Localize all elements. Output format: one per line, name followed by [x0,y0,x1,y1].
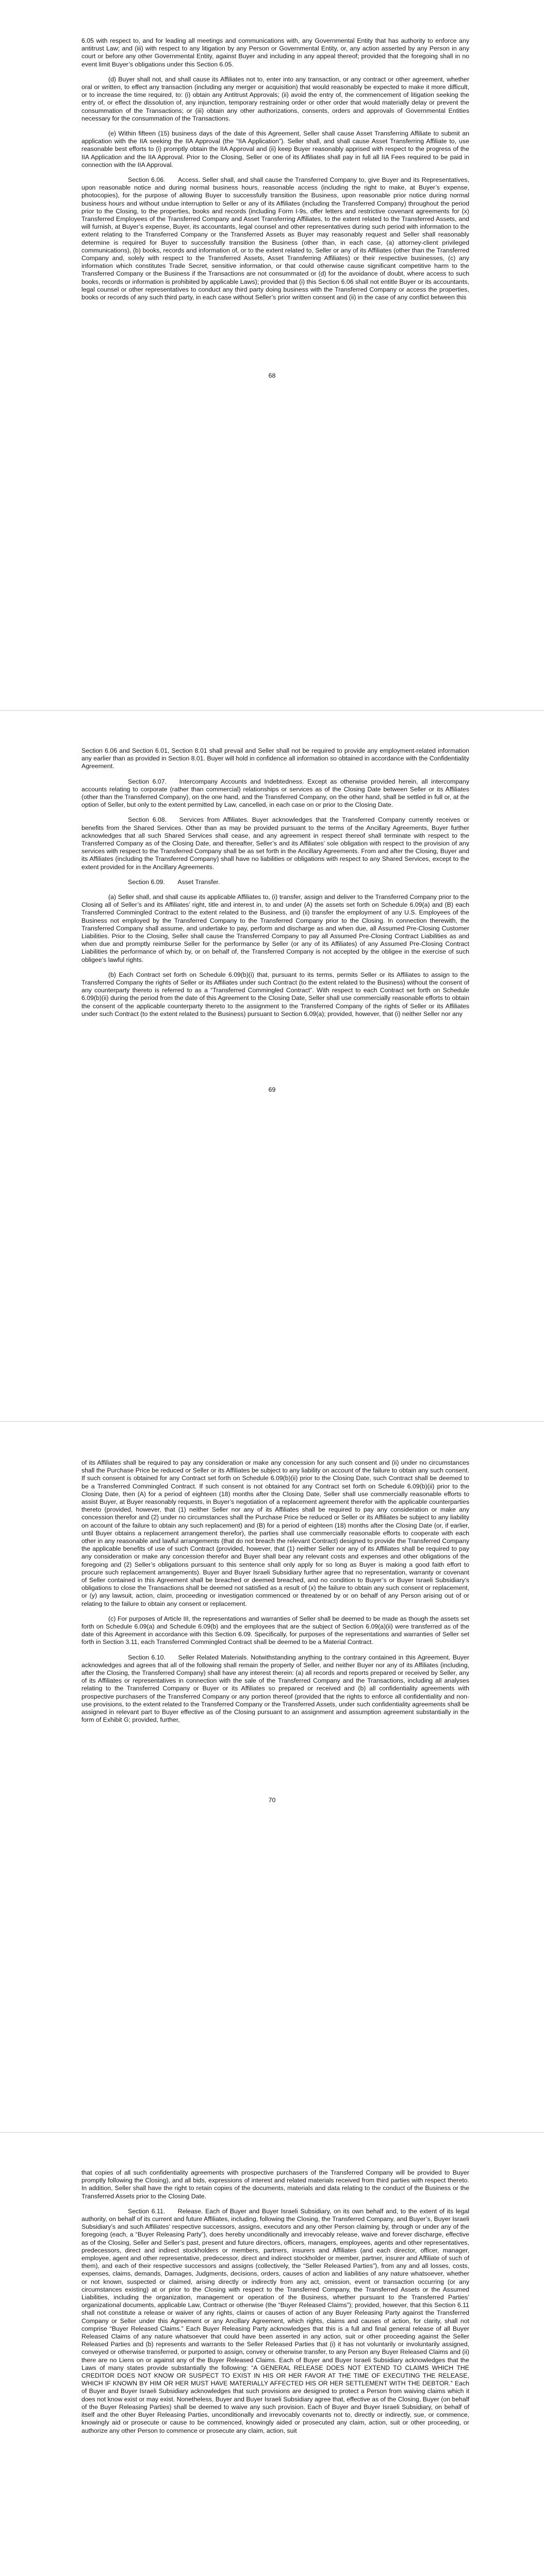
page-body [81,1459,469,1732]
page-body [81,37,469,309]
section-paragraph: Section 6.07. Intercompany Accounts and Indebtedness. Except as otherwise provided herein, all intercompany accounts relating to corporate (rather than commercial) relationships or services as of the Closing Date between Seller or its Affiliates (other than the Transferred Company), on the one hand, and the Transferred Company, on the other hand, shall be settled in full or, at the option of Seller, but only to the extent permitted by Law, cancelled, in each case on or prior to the Closing Date. [81,777,469,809]
page-number: 69 [268,1086,276,1093]
document-page [0,711,544,1421]
paragraph: (e) Within fifteen (15) business days of the date of this Agreement, Seller shall cause Asset Transferring Affiliate to submit an application with the IIA seeking the IIA Approval (the “IIA Application”). Seller shall, and shall cause Asset Transferring Affiliate to, use reasonable best efforts to (i) promptly obtain the IIA Approval and (ii) keep Buyer reasonably apprised with respect to the progress of the IIA Application and the IIA Approval. Prior to the Closing, Seller or one of its Affiliates shall pay in full all IIA Fees required to be paid in connection with the IIA Approval. [81,130,469,168]
paragraph: that copies of all such confidentiality agreements with prospective purchasers of the Transferred Company will be provided to Buyer promptly following the Closing), and all bids, expressions of interest and related materials received from third parties with respect thereto. In addition, Seller shall have the right to retain copies of the documents, materials and data relating to the conduct of the Business or the Transferred Assets prior to the Closing Date. [81,2169,469,2200]
paragraph: (b) Each Contract set forth on Schedule 6.09(b)(i) that, pursuant to its terms, permits Seller or its Affiliates to assign to the Transferred Company the rights of Seller or its Affiliates under such Contract (to the extent related to the Business) without the consent of any counterparty thereto is referred to as a “Transferred Commingled Contract”. With respect to each Contract set forth on Schedule 6.09(b)(ii) during the period from the date of this Agreement to the Closing Date, Seller shall use commercially reasonable efforts to obtain the consent of the applicable counterparty thereto to the assignment to the Transferred Company of the rights of Seller or its Affiliates under such Contract (to the extent related to the Business) pursuant to Section 6.09(a); provided, however, that (i) neither Seller nor any [81,971,469,1018]
document-page [0,0,544,710]
page-body [81,747,469,1025]
paragraph: of its Affiliates shall be required to pay any consideration or make any concession for any such consent and (ii) under no circumstances shall the Purchase Price be reduced or Seller or its Affiliates be subject to any liability on account of the failure to obtain any such consent. If such consent is obtained for any Contract set forth on Schedule 6.09(b)(ii) prior to the Closing Date, such Contract shall be deemed to be a Transferred Commingled Contract. If such consent is not obtained for any Contract set forth on Schedule 6.09(b)(ii) prior to the Closing Date, then (A) for a period of eighteen (18) months after the Closing Date, Seller shall use commercially reasonable efforts to assist Buyer, at Buyer reasonably requests, in Buyer’s negotiation of a replacement agreement therefor with the applicable counterparties thereto (provided, however, that (1) neither Seller nor any of its Affiliates shall be required to pay any consideration or make any concession therefor and (2) under no circumstances shall the Purchase Price be reduced or Seller or its Affiliates be subject to any liability on account of the failure to obtain any such replacement) and (B) for a period of eighteen (18) months after the Closing Date (or, if earlier, until Buyer obtains a replacement arrangement therefor), the parties shall use commercially reasonable efforts to cooperate with each other in any reasonable and lawful arrangements (that do not breach the relevant Contract) designed to provide the Transferred Company the applicable benefits of use of such Contract (provided, however, that (1) neither Seller nor any of its Affiliates shall be required to pay any consideration or make any concession therefor and Buyer shall bear any relevant costs and expenses and other obligations of the foregoing and (2) Seller’s obligations pursuant to this sentence shall only apply for so long as Buyer is making a good faith effort to procure such replacement arrangements). Buyer and Buyer Israeli Subsidiary further agree that no representation, warranty or covenant of Seller contained in this Agreement shall be breached or deemed breached, and no condition to Buyer’s or Buyer Israeli Subsidiary’s obligations to close the Transactions shall be deemed not satisfied as a result of (x) the failure to obtain any such consent or replacement, or (y) any lawsuit, action, claim, proceeding or investigation commenced or threatened by or on behalf of any Person arising out of or relating to the failure to obtain any consent or replacement. [81,1459,469,1607]
page-body [81,2169,469,2442]
paragraph: (a) Seller shall, and shall cause its applicable Affiliates to, (i) transfer, assign and deliver to the Transferred Company prior to the Closing all of Seller’s and its Affiliates’ right, title and interest in, to and under (A) the assets set forth on Schedule 6.09(a) and (B) each Transferred Commingled Contract to the extent related to the Business, and (ii) transfer the employment of any U.S. Employees of the Business not employed by the Transferred Company to the Transferred Company prior to the Closing. In connection therewith, the Transferred Company shall assume, and undertake to pay, perform and discharge as and when due, all Assumed Pre-Closing Customer Liabilities. Prior to the Closing, Seller shall cause the Transferred Company to pay all Assumed Pre-Closing Contract Liabilities as and when due and promptly reimburse Seller for the performance by Seller (or any of its Affiliates) of any Assumed Pre-Closing Contract Liabilities the performance of which by, or on behalf of, the Transferred Company is not accepted by the obligee in the exercise of such obligee’s lawful rights. [81,893,469,963]
page-number: 70 [268,1797,276,1804]
section-paragraph: Section 6.11. Release. Each of Buyer and Buyer Israeli Subsidiary, on its own behalf and, to the extent of its legal authority, on behalf of its current and future Affiliates, including, following the Closing, the Transferred Company, and Buyer’s, Buyer Israeli Subsidiary’s and such Affiliates’ respective successors, assigns, executors and any other Person claiming by, through or under any of the foregoing (each, a “Buyer Releasing Party”), does hereby unconditionally and irrevocably release, waive and forever discharge, effective as of the Closing, Seller and Seller’s past, present and future directors, officers, managers, employees, agents and other representatives, predecessors, direct and indirect stockholders or members, partners, insurers and Affiliates (and each director, officer, manager, employee, agent and other representative, predecessor, direct and indirect stockholder or member, partner, insurer and Affiliate of such of them), and each of their respective successors and assigns (collectively, the “Seller Released Parties”), from any and all losses, costs, expenses, claims, demands, Damages, Judgments, decisions, orders, causes of action and liabilities of any nature whatsoever, whether or not known, suspected or claimed, arising directly or indirectly from any act, omission, event or transaction occurring (or any circumstances existing) at or prior to the Closing with respect to the Transferred Company, the Transferred Assets or the Assumed Liabilities, including the organization, management or operation of the Business, whether pursuant to the Transferred Parties’ organizational documents, applicable Law, Contract or otherwise (the “Buyer Released Claims”); provided, however, that this Section 6.11 shall not constitute a release or waiver of any rights, claims or causes of action of any Buyer Releasing Party against the Transferred Company or Seller under this Agreement or any Ancillary Agreement, which rights, claims and causes of action, for clarity, shall not comprise “Buyer Released Claims.” Each Buyer Releasing Party acknowledges that this is a full and final general release of all Buyer Released Claims of any nature whatsoever that could have been asserted in any action, suit or other proceeding against the Seller Released Parties and (b) represents and warrants to the Seller Released Parties that (i) it has not voluntarily or involuntarily assigned, conveyed or otherwise transferred, or purported to assign, convey or otherwise transfer, to any Person any Buyer Released Claims and (ii) there are no Liens on or against any of the Buyer Released Claims. Each of Buyer and Buyer Israeli Subsidiary acknowledges that the Laws of many states provide substantially the following: “A GENERAL RELEASE DOES NOT EXTEND TO CLAIMS WHICH THE CREDITOR DOES NOT KNOW OR SUSPECT TO EXIST IN HIS OR HER FAVOR AT THE TIME OF EXECUTING THE RELEASE, WHICH IF KNOWN BY HIM OR HER MUST HAVE MATERIALLY AFFECTED HIS OR HER SETTLEMENT WITH THE DEBTOR.” Each of Buyer and Buyer Israeli Subsidiary acknowledges that such provisions are designed to protect a Person from waiving claims which it does not know exist or may exist. Nonetheless, Buyer and Buyer Israeli Subsidiary agree that, effective as of the Closing, Buyer (on behalf of the Buyer Releasing Parties) shall be deemed to waive any such provision. Each of Buyer and Buyer Israeli Subsidiary, on behalf of itself and the other Buyer Releasing Parties, unconditionally and irrevocably covenants not to, directly or indirectly, sue, or commence, knowingly aid or prosecute or cause to be commenced, knowingly aided or prosecuted any claim, action, suit or other proceeding, or authorize any other Person to commence or prosecute any claim, action, suit [81,2207,469,2434]
document-page [0,2133,544,2576]
paragraph: 6.05 with respect to, and for leading all meetings and communications with, any Governmental Entity that has authority to enforce any antitrust Law; and (iii) with respect to any litigation by any Person or Governmental Entity, or, any action asserted by any Person in any court or before any other Governmental Entity, against Buyer and including in any appeal thereof; provided that the foregoing shall in no event limit Buyer’s obligations under this Section 6.05. [81,37,469,68]
document-page [0,1422,544,2132]
section-paragraph: Section 6.08. Services from Affiliates. Buyer acknowledges that the Transferred Company currently receives or benefits from the Shared Services. Other than as may be provided pursuant to the terms of the Ancillary Agreements, Buyer further acknowledges that all such Shared Services shall cease, and any agreement in respect thereof shall terminate with respect to the Transferred Company as of the Closing Date, and thereafter, Seller’s and its Affiliates’ sole obligation with respect to the provision of any services with respect to the Transferred Company shall be as set forth in the Ancillary Agreements. From and after the Closing, Buyer and its Affiliates (including the Transferred Company) shall have no liabilities or obligations with respect to any Shared Services, except to the extent provided for in the Ancillary Agreements. [81,816,469,871]
section-paragraph: Section 6.06. Access. Seller shall, and shall cause the Transferred Company to, give Buyer and its Representatives, upon reasonable notice and during normal business hours, reasonable access (including the right to make, at Buyer’s expense, photocopies), for the purpose of allowing Buyer to successfully transition the Business, upon reasonable prior notice during normal business hours and without undue interruption to Seller or any of its Affiliates (including the Transferred Company) throughout the period prior to the Closing, to the properties, books and records (including Form I-9s, offer letters and restrictive covenant agreements for (x) Transferred Employees of the Transferred Company and Asset Transferring Affiliates, to the extent related to the Transferred Assets, and will furnish, at Buyer’s expense, Buyer, its accountants, legal counsel and other representatives during such period with information to the extent relating to the Transferred Company or the Transferred Assets as Buyer may reasonably request and Seller shall reasonably determine is required for Buyer to successfully transition the Business (other than, in each case, (a) attorney-client privileged communications), (b) books, records and information of, or to the extent related to, Seller or any of its Affiliates (other than the Transferred Company and, solely with respect to the Transferred Assets, Asset Transferring Affiliates) or their respective businesses, (c) any information which constitutes Trade Secret, sensitive information, or that could otherwise cause significant competitive harm to the Transferred Company or the Business if the Transactions are not consummated or (d) for the avoidance of doubt, where access to such books, records or information is prohibited by applicable Laws); provided that (i) this Section 6.06 shall not entitle Buyer or its accountants, legal counsel or other representatives to conduct any third party doing business with the Transferred Company or access the properties, books or records of any such third party, in each case without Seller’s prior written consent and (ii) in the case of any conflict between this [81,176,469,301]
paragraph: (c) For purposes of Article III, the representations and warranties of Seller shall be deemed to be made as though the assets set forth on Schedule 6.09(a) and Schedule 6.09(b) and the employees that are the subject of Section 6.09(a)(ii) were transferred as of the date of this Agreement in accordance with this Section 6.09. Specifically, for purposes of the representations and warranties of Seller set forth in Section 3.11, each Transferred Commingled Contract shall be deemed to be a Material Contract. [81,1615,469,1646]
page-number: 68 [268,372,276,379]
section-heading: Section 6.09. Asset Transfer. [128,878,220,886]
paragraph: Section 6.06 and Section 6.01, Section 8.01 shall prevail and Seller shall not be required to provide any employment-related information any earlier than as provided in Section 8.01. Buyer will hold in confidence all information so obtained in accordance with the Confidentiality Agreement. [81,747,469,770]
section-paragraph: Section 6.10. Seller Related Materials. Notwithstanding anything to the contrary contained in this Agreement, Buyer acknowledges and agrees that all of the following shall remain the property of Seller, and neither Buyer nor any of its Affiliates (including, after the Closing, the Transferred Company) shall have any interest therein: (a) all records and reports prepared or received by Seller, any of its Affiliates or representatives in connection with the sale of the Transferred Company and the Transactions, including all analyses relating to the Transferred Company or Buyer or its Affiliates so prepared or received and (b) all confidentiality agreements with prospective purchasers of the Transferred Company or any portion thereof (provided that the rights to enforce all confidentiality and non-use provisions, to the extent related to the Transferred Company or the Transferred Assets, under such confidentiality agreements shall be assigned in relevant part to Buyer effective as of the Closing pursuant to an assignment and assumption agreement substantially in the form of Exhibit G; provided, further, [81,1653,469,1724]
paragraph: (d) Buyer shall not, and shall cause its Affiliates not to, enter into any transaction, or any contract or other agreement, whether oral or written, to effect any transaction (including any merger or acquisition) that would reasonably be expected to make it more difficult, or to increase the time required, to: (i) obtain any Antitrust Approvals; (ii) avoid the entry of, the commencement of litigation seeking the entry of, or effect the dissolution of, any injunction, temporary restraining order or other order that would materially delay or prevent the consummation of the Transactions; or (iii) obtain any other authorizations, consents, orders and approvals of Governmental Entities necessary for the consummation of the Transactions. [81,75,469,122]
